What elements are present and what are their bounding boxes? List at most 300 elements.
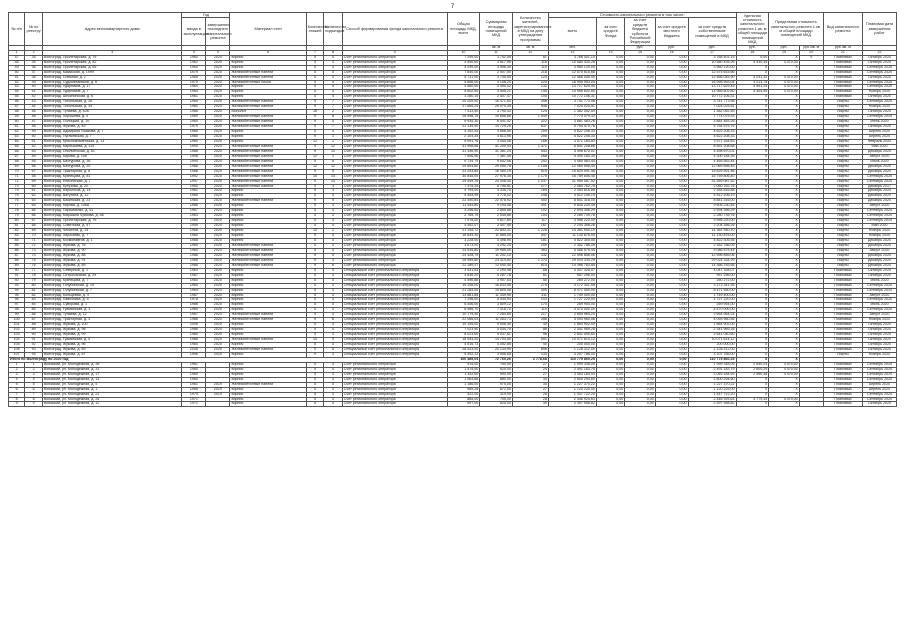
table-cell: Специальный счет регионального оператора	[342, 313, 447, 318]
table-cell: 39	[25, 80, 42, 85]
table-cell: 1980	[182, 234, 206, 239]
table-cell: 6	[25, 387, 42, 392]
table-cell: X	[736, 263, 769, 268]
table-cell: Сентябрь 2020	[863, 397, 897, 402]
table-cell: 86	[9, 248, 25, 253]
table-cell: 383	[512, 248, 548, 253]
table-cell: 1975	[182, 80, 206, 85]
table-cell: X	[769, 243, 800, 248]
table-cell: 453	[512, 199, 548, 204]
table-cell: 0,00	[655, 253, 688, 258]
table-cell: Волгоград, Кирова, д. 106	[42, 154, 182, 159]
table-cell: 0,00	[596, 139, 624, 144]
table-cell: 1971	[182, 397, 206, 402]
table-cell: 4	[324, 55, 343, 60]
table-cell: X	[736, 159, 769, 164]
table-cell: 14 361 940,10	[548, 229, 596, 234]
table-cell: 0,00	[625, 372, 656, 377]
table-cell: Сентябрь 2020	[863, 85, 897, 90]
table-cell: 5	[306, 382, 323, 387]
unit-cell: руб.	[736, 45, 769, 50]
table-cell: Специальный счет регионального оператора	[342, 293, 447, 298]
table-cell: 31 959 087,52	[688, 179, 736, 184]
table-cell: 29 090,78	[480, 164, 513, 169]
table-cell: 19 658,86	[480, 115, 513, 120]
table-cell: Волгоград, Бахтурова, д. 36	[42, 159, 182, 164]
table-cell: 2020	[206, 234, 230, 239]
table-cell: Сентябрь 2020	[863, 214, 897, 219]
table-cell: 0,00	[596, 268, 624, 273]
table-cell: 44	[25, 105, 42, 110]
table-cell: 3 280,10	[447, 95, 480, 100]
table-cell: 62	[9, 130, 25, 135]
table-cell: 5	[306, 293, 323, 298]
table-cell: 1960	[182, 377, 206, 382]
table-cell: 4	[324, 323, 343, 328]
table-cell: 94	[25, 352, 42, 357]
table-cell: 0,00	[655, 95, 688, 100]
table-cell: 3 335,70	[480, 189, 513, 194]
table-cell: Апрель 2020	[863, 130, 897, 135]
table-cell: 12	[306, 154, 323, 159]
table-cell: 7 413,50	[447, 110, 480, 115]
table-cell: Железобетонные панели	[230, 70, 306, 75]
table-cell: Декабрь 2020	[863, 258, 897, 263]
table-cell: Железобетонные панели	[230, 184, 306, 189]
table-cell: X	[769, 214, 800, 219]
table-cell: X	[769, 209, 800, 214]
table-cell: Специальный счет регионального оператора	[342, 303, 447, 308]
table-cell: Волгоград, Северный, д. 1	[42, 268, 182, 273]
table-cell: 614	[512, 263, 548, 268]
table-cell: 0,00	[596, 159, 624, 164]
table-cell: 11 444,80	[447, 204, 480, 209]
table-cell: 356	[512, 318, 548, 323]
table-cell: Счет регионального оператора	[342, 75, 447, 80]
table-cell: 872,00	[480, 387, 513, 392]
table-cell: 0,00	[596, 278, 624, 283]
table-cell: X	[736, 110, 769, 115]
header-year-group: Год	[182, 13, 230, 18]
table-cell: 0,00	[625, 149, 656, 154]
table-cell: 2 397 958,82	[548, 402, 596, 407]
table-cell: 0,00	[596, 347, 624, 352]
table-cell: Счет регионального оператора	[342, 239, 447, 244]
table-cell: 68	[25, 224, 42, 229]
table-cell: 3 858,50	[480, 130, 513, 135]
table-cell: 4 636,20	[447, 273, 480, 278]
table-cell: 4	[324, 387, 343, 392]
table-cell: 67	[9, 154, 25, 159]
table-cell: Волгоград, Пролетарская, д. 76	[42, 219, 182, 224]
table-cell: X	[736, 253, 769, 258]
table-cell: Лифты	[823, 120, 862, 125]
table-cell: Август 2020	[863, 313, 897, 318]
table-cell: X	[769, 323, 800, 328]
table-cell: 48	[9, 60, 25, 65]
table-cell: Счет регионального оператора	[342, 80, 447, 85]
table-cell: 34	[25, 55, 42, 60]
table-cell: 2020	[206, 75, 230, 80]
table-cell: 0,00	[596, 253, 624, 258]
table-cell: X	[769, 283, 800, 288]
table-cell: Волгоград, Чекистов, д. 14	[42, 229, 182, 234]
table-cell: Волгоград, Кузнецова, д. 7	[42, 278, 182, 283]
table-cell: 2020	[206, 323, 230, 328]
table-cell: 71	[25, 239, 42, 244]
table-cell: 9	[306, 100, 323, 105]
table-cell: Октябрь 2020	[863, 347, 897, 352]
table-cell: 88	[512, 268, 548, 273]
table-cell: 95	[9, 293, 25, 298]
table-cell: X	[736, 328, 769, 333]
table-cell: Лифты	[823, 169, 862, 174]
table-cell: 2 407,47	[480, 95, 513, 100]
table-cell: 0,00	[625, 135, 656, 140]
table-cell: 102	[512, 209, 548, 214]
table-cell: Счет регионального оператора	[342, 60, 447, 65]
table-cell: 7 381,45	[480, 154, 513, 159]
table-cell: 0,00	[596, 397, 624, 402]
table-cell: 2 060 762,76	[688, 184, 736, 189]
table-cell: 2020	[206, 224, 230, 229]
table-cell: 0,00	[655, 313, 688, 318]
table-cell: 2020	[206, 243, 230, 248]
table-cell: 15 800,08	[480, 288, 513, 293]
table-cell: Волгоград, Бахтурова, д. 20	[42, 164, 182, 169]
table-cell: 2020	[206, 328, 230, 333]
table-cell: 915,00	[447, 362, 480, 367]
table-cell: 4	[324, 402, 343, 407]
unit-cell: кв. м	[512, 45, 548, 50]
table-cell: Счет регионального оператора	[342, 135, 447, 140]
table-cell: Счет регионального оператора	[342, 397, 447, 402]
table-cell: 4	[324, 248, 343, 253]
table-cell: Железобетонные панели	[230, 347, 306, 352]
table-cell: X	[769, 333, 800, 338]
table-cell: Плановый	[823, 90, 862, 95]
table-cell: X	[736, 308, 769, 313]
table-cell: 9	[306, 120, 323, 125]
table-cell: Счет регионального оператора	[342, 95, 447, 100]
table-cell: 29 024 334,29	[548, 258, 596, 263]
table-cell: 990,00	[480, 372, 513, 377]
table-cell: 69	[9, 164, 25, 169]
table-cell: X	[736, 179, 769, 184]
table-cell: 2020	[206, 209, 230, 214]
table-cell: X	[769, 313, 800, 318]
table-cell: X	[769, 65, 800, 70]
table-cell: 269 954,00	[688, 303, 736, 308]
table-cell: 2020	[206, 273, 230, 278]
table-cell: 3 228,00	[447, 239, 480, 244]
table-cell: 4 512 106,19	[688, 194, 736, 199]
table-cell: X	[736, 224, 769, 229]
table-cell: Июнь 2020	[863, 120, 897, 125]
table-cell: 985,28	[447, 387, 480, 392]
table-cell: 0,00	[625, 239, 656, 244]
column-number-cell: 7	[306, 50, 323, 55]
table-cell: Счет регионального оператора	[342, 263, 447, 268]
table-cell: 4	[324, 273, 343, 278]
table-cell: 0,00	[596, 130, 624, 135]
table-cell: Кирпич	[230, 333, 306, 338]
table-cell: X	[736, 209, 769, 214]
table-cell: Плановый	[823, 387, 862, 392]
table-cell: 64	[9, 139, 25, 144]
table-cell: Кирпич	[230, 362, 306, 367]
table-cell: 3 817,95	[480, 60, 513, 65]
table-cell: 8 471 550,00	[548, 288, 596, 293]
table-cell: X	[736, 144, 769, 149]
table-cell: 117	[512, 219, 548, 224]
table-cell: Счет регионального оператора	[342, 169, 447, 174]
table-cell: Кирпич	[230, 209, 306, 214]
table-cell: 5	[306, 323, 323, 328]
table-cell: 543	[512, 149, 548, 154]
table-cell: 8 841 316,00	[548, 199, 596, 204]
table-cell: Счет регионального оператора	[342, 144, 447, 149]
table-cell: 7 375,25	[447, 184, 480, 189]
table-cell: X	[769, 70, 800, 75]
table-cell: 28 998,75	[447, 115, 480, 120]
unit-cell: руб.	[769, 45, 800, 50]
table-cell: 4 622 208,33	[548, 130, 596, 135]
table-cell: 37	[25, 70, 42, 75]
table-cell: 57	[9, 105, 25, 110]
header-cost-fund: за счет средств Фонда	[596, 18, 624, 45]
table-cell: 9	[306, 288, 323, 293]
table-cell: 3 207 786,00	[688, 352, 736, 357]
table-cell: 4	[324, 258, 343, 263]
table-cell: 0,00	[625, 194, 656, 199]
table-cell: 0,00	[625, 120, 656, 125]
table-cell: X	[769, 135, 800, 140]
table-cell: 7 024 025,51	[688, 105, 736, 110]
table-cell: Счет регионального оператора	[342, 70, 447, 75]
table-cell: 55	[25, 159, 42, 164]
table-cell: Кирпич	[230, 308, 306, 313]
table-cell: X	[769, 303, 800, 308]
table-cell: 1961	[182, 362, 206, 367]
table-cell: Октябрь 2020	[863, 323, 897, 328]
header-cost-local: за счет средств местного бюджета	[655, 18, 688, 45]
table-cell: 14 703,50	[480, 338, 513, 343]
table-cell: 7 284,85	[480, 313, 513, 318]
table-cell: 2 641 040,60	[548, 333, 596, 338]
table-cell: 5 037,61	[480, 333, 513, 338]
table-cell: 0,00	[625, 144, 656, 149]
table-cell: 72	[9, 179, 25, 184]
column-number-cell: 9	[342, 50, 447, 55]
table-cell: 1960	[182, 278, 206, 283]
table-cell: 81	[25, 288, 42, 293]
table-cell: 0,00	[596, 288, 624, 293]
table-cell: 9	[306, 179, 323, 184]
table-cell: 7 024 025,51	[548, 105, 596, 110]
table-cell: 11 130 876,00	[688, 234, 736, 239]
table-cell: 2020	[206, 229, 230, 234]
table-cell: 16 759 806,40	[688, 174, 736, 179]
table-cell: 4 470,00	[769, 60, 800, 65]
table-cell: X	[736, 154, 769, 159]
table-cell: Кирпич	[230, 229, 306, 234]
table-cell: Август 2020	[863, 154, 897, 159]
table-cell: Железобетонные панели	[230, 120, 306, 125]
table-cell: X	[736, 387, 769, 392]
table-cell: 0,00	[655, 392, 688, 397]
table-cell: 0,00	[655, 298, 688, 303]
table-cell: X	[736, 323, 769, 328]
table-cell: 4	[324, 392, 343, 397]
table-cell: Волгоград, Жукова, д. 87	[42, 352, 182, 357]
table-cell: Кирпич	[230, 219, 306, 224]
table-cell: 4	[324, 382, 343, 387]
table-cell: 94	[9, 288, 25, 293]
table-cell: Плановый	[823, 80, 862, 85]
table-cell: Счет регионального оператора	[342, 224, 447, 229]
table-cell: X	[736, 169, 769, 174]
table-cell: Кирпич	[230, 224, 306, 229]
table-cell: 2020	[206, 263, 230, 268]
table-cell: 8 841 316,00	[688, 199, 736, 204]
page-number: 7	[450, 4, 455, 10]
table-cell: 76	[25, 263, 42, 268]
table-cell: 9	[306, 184, 323, 189]
table-cell: Счет регионального оператора	[342, 189, 447, 194]
table-cell: 2020	[206, 120, 230, 125]
table-cell: 9	[306, 159, 323, 164]
table-cell: 40	[512, 343, 548, 348]
table-cell: Кирпич	[230, 343, 306, 348]
table-cell: Монолит	[230, 110, 306, 115]
table-cell: 0,00	[596, 392, 624, 397]
table-cell: 13 717 629,45	[548, 85, 596, 90]
table-cell: 948	[512, 105, 548, 110]
table-cell: 268	[512, 154, 548, 159]
table-cell: Сентябрь 2020	[863, 80, 897, 85]
table-cell: 0,00	[596, 219, 624, 224]
table-cell: 0,00	[596, 357, 624, 362]
table-cell: 31 346,90	[447, 149, 480, 154]
table-cell: 77	[9, 204, 25, 209]
table-cell: 0,00	[655, 149, 688, 154]
table-cell: Плановый	[823, 75, 862, 80]
table-cell: 10	[306, 229, 323, 234]
table-cell: 1968	[182, 387, 206, 392]
table-cell: 47	[25, 120, 42, 125]
table-cell: 174	[512, 303, 548, 308]
table-cell: 3 063 184,93	[548, 372, 596, 377]
table-cell: 84	[9, 239, 25, 244]
table-cell: 52	[9, 80, 25, 85]
table-cell: 2 352 786,09	[548, 243, 596, 248]
table-cell: Железобетонные панели	[230, 243, 306, 248]
table-cell: 885,00	[447, 397, 480, 402]
table-cell: 0,00	[596, 179, 624, 184]
table-cell: 4	[324, 130, 343, 135]
table-cell: X	[769, 293, 800, 298]
table-cell: Сентябрь 2020	[863, 392, 897, 397]
table-cell: 0,00	[596, 70, 624, 75]
table-cell: 0,00	[655, 382, 688, 387]
table-cell: 0,00	[655, 184, 688, 189]
table-cell: Волжский, ул. Молодежная, д. 17	[42, 372, 182, 377]
table-cell: 9	[306, 105, 323, 110]
table-cell: 4 470,00	[769, 90, 800, 95]
table-cell: 0,00	[655, 328, 688, 333]
table-cell: Счет регионального оператора	[342, 199, 447, 204]
table-cell: 59	[25, 179, 42, 184]
table-cell: 1984	[182, 243, 206, 248]
table-cell: 0,00	[625, 352, 656, 357]
table-cell: 9 605 230,45	[688, 204, 736, 209]
table-cell: 9 935,30	[447, 120, 480, 125]
table-cell: 3 172 341,95	[548, 283, 596, 288]
table-cell: 88	[25, 323, 42, 328]
table-cell: 24	[512, 367, 548, 372]
table-cell: 4 047 328,07	[688, 268, 736, 273]
table-cell: 1	[324, 135, 343, 140]
table-cell: 1 227 370,22	[548, 382, 596, 387]
table-cell: Волгоград, Тракторная, д. 3	[42, 318, 182, 323]
table-cell: X	[769, 105, 800, 110]
table-cell: 1986	[182, 328, 206, 333]
table-cell: 0,00	[625, 323, 656, 328]
table-cell: 637	[512, 125, 548, 130]
table-cell: Плановый	[823, 372, 862, 377]
column-number-cell: 22	[863, 50, 897, 55]
table-cell: 0,00	[625, 328, 656, 333]
table-cell: 4	[324, 70, 343, 75]
table-cell: Октябрь 2020	[863, 60, 897, 65]
table-cell: 22 440,84	[447, 199, 480, 204]
table-cell: 7 506,56	[447, 154, 480, 159]
table-cell: Волгоград, Пролетарская, д. 75	[42, 55, 182, 60]
table-cell: 4	[324, 90, 343, 95]
table-cell: 65	[9, 144, 25, 149]
table-cell: 4 031,32	[736, 75, 769, 80]
table-cell: 2020	[206, 204, 230, 209]
table-cell: X	[769, 318, 800, 323]
table-cell: Ноябрь 2020	[863, 234, 897, 239]
table-cell: 0,00	[625, 343, 656, 348]
table-cell: X	[736, 283, 769, 288]
table-cell: Волгоград, Голубинская, д. 19	[42, 283, 182, 288]
table-cell: 625,00	[480, 367, 513, 372]
table-cell: 88	[512, 328, 548, 333]
table-cell: 0,00	[655, 278, 688, 283]
table-cell: X	[769, 159, 800, 164]
table-cell: 12 575 615,66	[688, 70, 736, 75]
table-cell: Октябрь 2020	[863, 402, 897, 407]
table-cell: 1960	[182, 55, 206, 60]
table-cell: 83	[9, 234, 25, 239]
table-cell: 0,00	[625, 75, 656, 80]
capital-repair-register	[8, 12, 897, 407]
table-cell: Волгоград, Голубинская, д. 7	[42, 288, 182, 293]
table-cell: 0,00	[625, 333, 656, 338]
table-cell: Декабрь 2020	[863, 263, 897, 268]
table-cell: 4	[324, 303, 343, 308]
table-cell: 252	[512, 159, 548, 164]
table-cell: 4 213,75	[736, 80, 769, 85]
table-cell: Счет регионального оператора	[342, 219, 447, 224]
table-cell: 5 354,99	[447, 194, 480, 199]
table-cell: 30	[512, 382, 548, 387]
table-cell: Декабрь 2020	[863, 243, 897, 248]
table-cell: 4	[324, 65, 343, 70]
